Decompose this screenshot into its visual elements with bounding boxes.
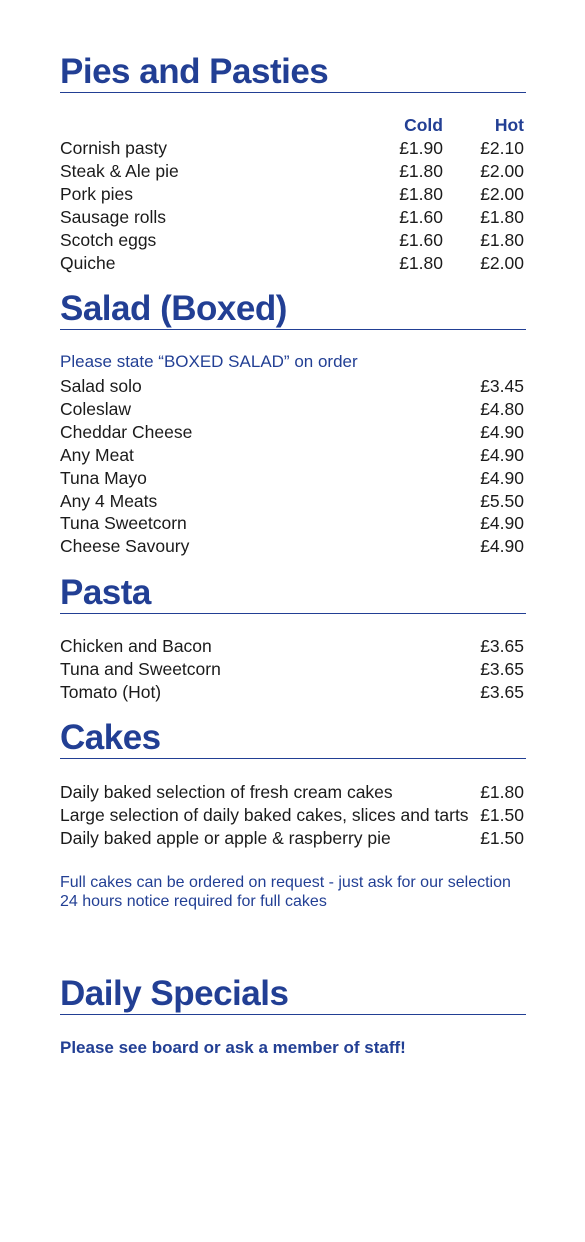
item-price: £3.45	[480, 376, 524, 396]
item-price-cold: £1.80	[399, 161, 443, 181]
item-name: Quiche	[60, 253, 116, 273]
menu-item	[60, 160, 526, 183]
column-header-cold: Cold	[404, 115, 443, 135]
menu-item	[60, 512, 526, 535]
item-price-cold: £1.80	[399, 253, 443, 273]
item-price: £4.90	[480, 445, 524, 465]
menu-item	[60, 137, 526, 160]
item-name: Tuna and Sweetcorn	[60, 659, 221, 679]
section-title-pies: Pies and Pasties	[60, 52, 526, 93]
item-name: Large selection of daily baked cakes, slices and tarts	[60, 805, 469, 825]
item-price: £4.90	[480, 422, 524, 442]
specials-note: Please see board or ask a member of staff!	[60, 1038, 406, 1057]
item-price: £3.65	[480, 636, 524, 656]
menu-item	[60, 490, 526, 513]
item-price: £1.50	[480, 805, 524, 825]
menu-item	[60, 658, 526, 681]
menu-item	[60, 467, 526, 490]
item-name: Daily baked selection of fresh cream cakes	[60, 782, 393, 802]
item-name: Any Meat	[60, 445, 134, 465]
menu-item	[60, 444, 526, 467]
item-name: Cornish pasty	[60, 138, 167, 158]
menu-item	[60, 183, 526, 206]
item-name: Daily baked apple or apple & raspberry pie	[60, 828, 391, 848]
item-price: £3.65	[480, 682, 524, 702]
item-price: £3.65	[480, 659, 524, 679]
item-price-cold: £1.90	[399, 138, 443, 158]
item-price-cold: £1.60	[399, 207, 443, 227]
cakes-notice-note: 24 hours notice required for full cakes	[60, 893, 327, 910]
item-name: Tuna Sweetcorn	[60, 513, 187, 533]
item-price: £4.90	[480, 536, 524, 556]
menu-item	[60, 206, 526, 229]
item-price-hot: £1.80	[480, 207, 524, 227]
item-name: Chicken and Bacon	[60, 636, 212, 656]
menu-item	[60, 827, 526, 850]
menu-item	[60, 781, 526, 804]
item-name: Pork pies	[60, 184, 133, 204]
item-price-hot: £1.80	[480, 230, 524, 250]
menu-item	[60, 421, 526, 444]
section-title-pasta: Pasta	[60, 573, 526, 614]
item-name: Steak & Ale pie	[60, 161, 179, 181]
section-title-salad: Salad (Boxed)	[60, 289, 526, 330]
item-price-cold: £1.80	[399, 184, 443, 204]
item-price-hot: £2.00	[480, 184, 524, 204]
item-price: £4.90	[480, 513, 524, 533]
pies-column-headers	[60, 114, 526, 137]
item-price: £4.90	[480, 468, 524, 488]
cakes-order-note: Full cakes can be ordered on request - just ask for our selection	[60, 874, 511, 891]
salad-order-note: Please state “BOXED SALAD” on order	[60, 352, 358, 371]
item-name: Any 4 Meats	[60, 491, 158, 511]
item-name: Scotch eggs	[60, 230, 157, 250]
menu-item	[60, 229, 526, 252]
menu-item	[60, 804, 526, 827]
item-name: Salad solo	[60, 376, 142, 396]
item-name: Tuna Mayo	[60, 468, 147, 488]
item-price-hot: £2.10	[480, 138, 524, 158]
section-title-specials: Daily Specials	[60, 974, 526, 1015]
item-name: Cheese Savoury	[60, 536, 190, 556]
item-name: Coleslaw	[60, 399, 131, 419]
item-price: £4.80	[480, 399, 524, 419]
item-price-hot: £2.00	[480, 161, 524, 181]
item-name: Sausage rolls	[60, 207, 167, 227]
column-header-hot: Hot	[494, 115, 524, 135]
menu-item	[60, 375, 526, 398]
menu-item	[60, 398, 526, 421]
menu-item	[60, 535, 526, 558]
item-price-cold: £1.60	[399, 230, 443, 250]
section-title-cakes: Cakes	[60, 718, 526, 759]
item-price: £5.50	[480, 491, 524, 511]
item-name: Tomato (Hot)	[60, 682, 162, 702]
menu-item	[60, 681, 526, 704]
item-name: Cheddar Cheese	[60, 422, 193, 442]
item-price: £1.80	[480, 782, 524, 802]
menu-item	[60, 252, 526, 275]
menu-item	[60, 635, 526, 658]
item-price-hot: £2.00	[480, 253, 524, 273]
item-price: £1.50	[480, 828, 524, 848]
